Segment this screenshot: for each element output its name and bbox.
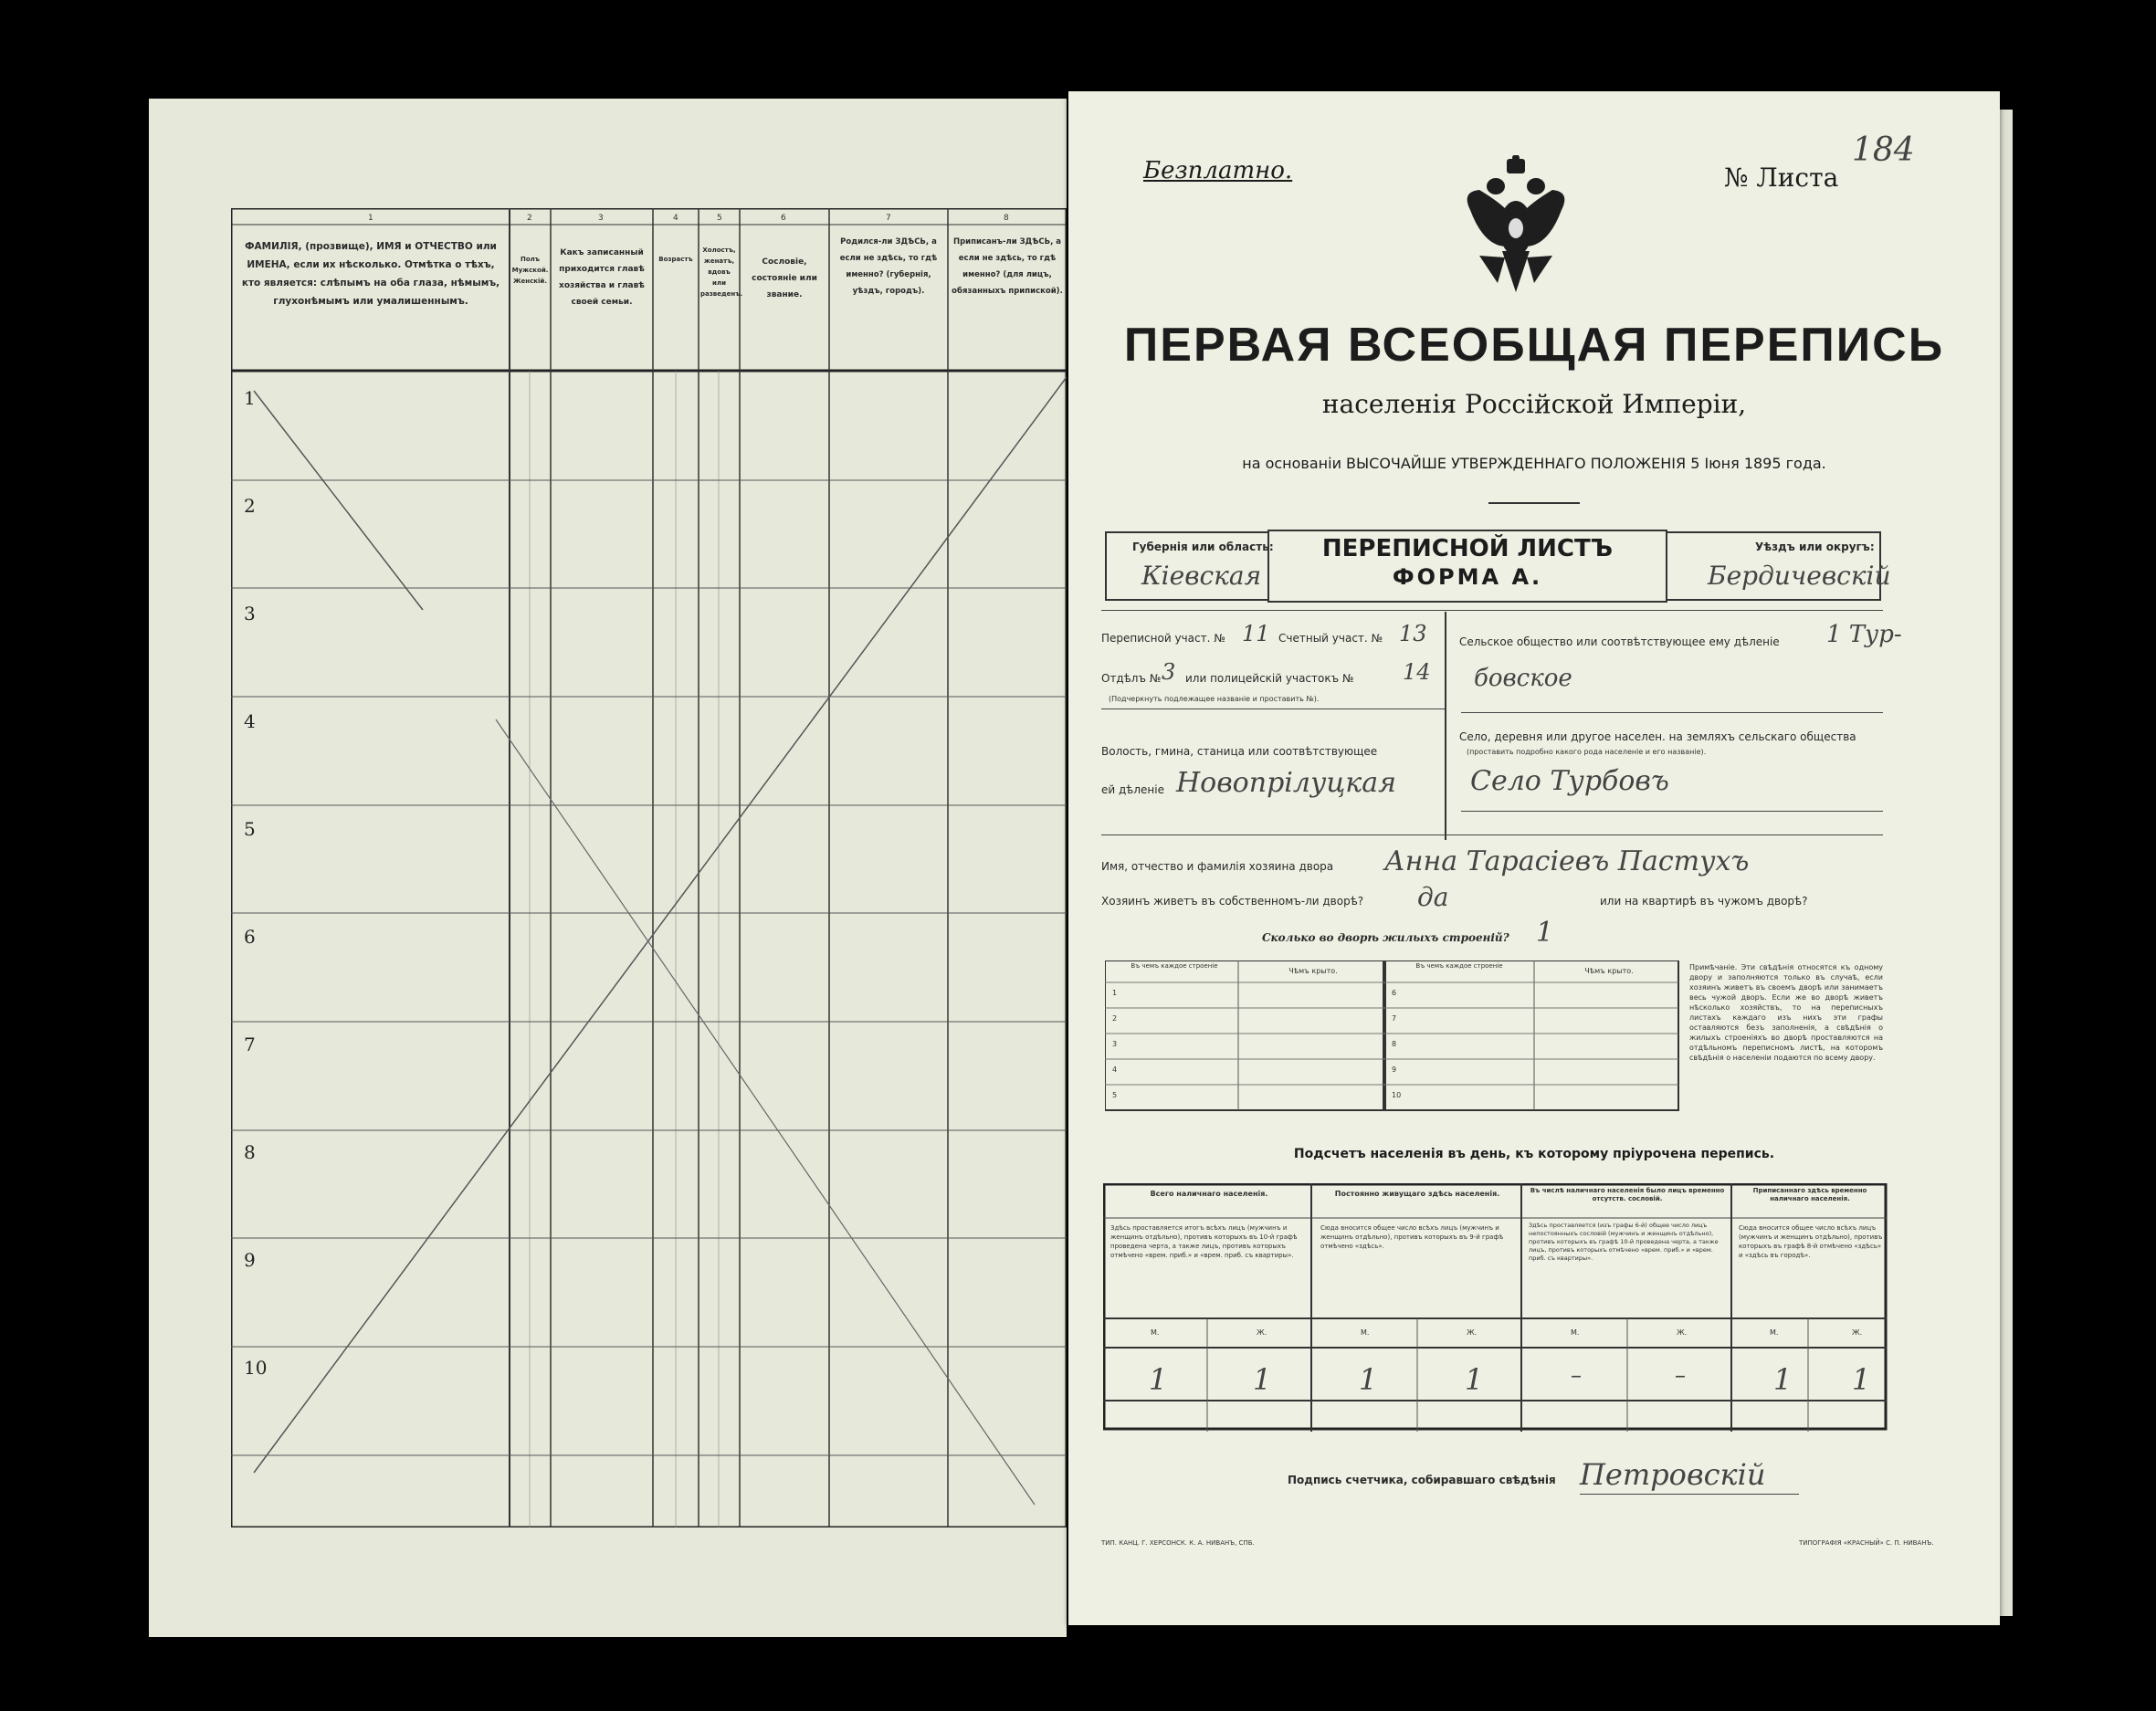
census-section-value: 11 <box>1242 621 1270 646</box>
f-label: Ж. <box>1257 1328 1267 1337</box>
volost-value: Новопрілуцкая <box>1176 767 1396 799</box>
ornament <box>1488 502 1580 504</box>
column-number: 7 <box>886 214 891 223</box>
district-value: Бердичевскій <box>1708 561 1891 591</box>
division-label: Отдѣлъ № <box>1101 672 1162 685</box>
tally-header-3: Въ числѣ наличнаго населенія было лицъ временно отсутств. сословій. <box>1530 1187 1725 1202</box>
building-row-number: 3 <box>1112 1040 1118 1048</box>
tally-header-1: Всего наличнаго населенія. <box>1150 1190 1268 1198</box>
sheet-number: 184 <box>1852 131 1915 169</box>
volost-label-2: ей дѣленіе <box>1101 783 1164 796</box>
header-birthplace: Родился-ли ЗДѢСЬ, а если не здѣсь, то гдѣ именно? (губернія, уѣздъ, городъ). <box>839 237 938 296</box>
owner-value: Анна Тарасіевъ Пастухъ <box>1384 845 1750 877</box>
district-label: Уѣздъ или округъ: <box>1755 541 1875 553</box>
buildings-col-b-2: Чѣмъ крыто. <box>1584 967 1634 975</box>
free-label: Безплатно. <box>1143 157 1293 184</box>
signature-value: Петровскій <box>1580 1457 1766 1492</box>
division-value: 3 <box>1162 659 1176 685</box>
m-label: М. <box>1151 1328 1160 1337</box>
building-row-number: 6 <box>1392 989 1397 997</box>
building-row-number: 9 <box>1392 1065 1397 1074</box>
header-relation: Какъ записанный приходится главѣ хозяйства и главѣ своей семьи. <box>559 248 645 307</box>
building-row-number: 7 <box>1392 1014 1397 1023</box>
rule <box>1461 811 1883 812</box>
signature-line <box>1580 1494 1799 1495</box>
column-number: 6 <box>781 214 786 223</box>
m-label: М. <box>1571 1328 1580 1337</box>
tally-description-1: Здѣсь проставляется итогъ всѣхъ лицъ (мужчинъ и женщинъ отдѣльно), противъ которыхъ въ 10-й графѣ проведена черта, а также лицъ, противъ которыхъ отмѣчено «врем. приб.» и «врем. приб. съ квартиры». <box>1110 1224 1298 1259</box>
tally-value: 1 <box>1253 1362 1272 1397</box>
note-text: Примѣчаніе. Эти свѣдѣнія относятся къ одному двору и заполняются только въ случаѣ, если хозяинъ живетъ въ своемъ дворѣ или занимаетъ весь чужой дворъ. Если же во дворѣ живетъ нѣсколько хозяйствъ, то на переписныхъ листахъ каждаго изъ нихъ эти графы оставляются безъ заполненія, а свѣдѣнія о жилыхъ строеніяхъ во дворѣ проставляются на отдѣльномъ переписномъ листѣ, на которомъ свѣдѣнія о населеніи подаются по всему двору. <box>1689 963 1883 1062</box>
society-label: Сельское общество или соотвѣтствующее ему дѣленіе <box>1459 635 1780 648</box>
rule <box>1101 610 1883 611</box>
tally-value: 1 <box>1465 1362 1484 1397</box>
building-row-number: 4 <box>1112 1065 1118 1074</box>
column-number: 2 <box>527 214 532 223</box>
counting-section-label: Счетный участ. № <box>1278 632 1383 645</box>
page-title: ПЕРВАЯ ВСЕОБЩАЯ ПЕРЕПИСЬ <box>1123 319 1945 372</box>
signature-label: Подпись счетчика, собиравшаго свѣдѣнія <box>1288 1474 1556 1486</box>
row-number: 5 <box>244 818 256 840</box>
tally-header-4: Приписаннаго здѣсь временно наличнаго населенія. <box>1752 1187 1867 1202</box>
province-value: Кіевская <box>1141 561 1262 591</box>
header-name: ФАМИЛІЯ, (прозвище), ИМЯ и ОТЧЕСТВО или ИМЕНА, если их нѣсколько. Отмѣтка о тѣхъ, кто является: слѣпымъ на оба глаза, нѣмымъ, глухонѣмымъ или умалишеннымъ. <box>241 241 500 307</box>
header-age: Возрастъ <box>658 256 693 263</box>
row-number: 6 <box>244 926 256 948</box>
header-registered: Приписанъ-ли ЗДѢСЬ, а если не здѣсь, то гдѣ именно? (для лицъ, обязанныхъ припиской). <box>952 237 1063 296</box>
column-number: 4 <box>673 214 678 223</box>
tally-value: 1 <box>1359 1362 1378 1397</box>
legal-basis: на основаніи ВЫСОЧАЙШЕ УТВЕРЖДЕННАГО ПОЛОЖЕНІЯ 5 Іюня 1895 года. <box>1242 455 1826 472</box>
page-subtitle: населенія Россійской Имперіи, <box>1321 389 1747 419</box>
tally-description-4: Сюда вносится общее число всѣхъ лицъ (мужчинъ и женщинъ отдѣльно), противъ которыхъ въ графѣ 8-й отмѣчено «здѣсь» и «здѣсь въ городѣ». <box>1739 1224 1883 1259</box>
sheet-label: № Листа <box>1724 163 1839 193</box>
left-page <box>149 99 1067 1637</box>
or-rent-label: или на квартирѣ въ чужомъ дворѣ? <box>1600 895 1808 908</box>
province-label: Губернія или область: <box>1132 541 1274 553</box>
section-divider <box>1445 612 1446 840</box>
form-title: ПЕРЕПИСНОЙ ЛИСТЪ <box>1321 535 1614 562</box>
village-value: Село Турбовъ <box>1470 765 1669 797</box>
rule <box>1461 712 1883 713</box>
f-label: Ж. <box>1852 1328 1863 1337</box>
column-number: 3 <box>598 214 604 223</box>
tally-value: 1 <box>1149 1362 1168 1397</box>
census-section-label: Переписной участ. № <box>1101 632 1225 645</box>
society-value-2: бовское <box>1474 665 1572 692</box>
owner-lives-label: Хозяинъ живетъ въ собственномъ-ли дворѣ? <box>1101 895 1364 908</box>
police-label: или полицейскій участокъ № <box>1185 672 1354 685</box>
row-number: 8 <box>244 1141 256 1163</box>
tally-description-2: Сюда вносится общее число всѣхъ лицъ (мужчинъ и женщинъ отдѣльно), противъ которыхъ въ 9-й графѣ отмѣчено «здѣсь». <box>1320 1224 1504 1250</box>
buildings-label: Сколько во дворѣ жилыхъ строеній? <box>1262 931 1509 944</box>
page-edge <box>2000 110 2013 1616</box>
column-number: 8 <box>1004 214 1009 223</box>
tally-description-3: Здѣсь проставляется (изъ графы 6-й) общее число лицъ непостоянныхъ сословій (мужчинъ и женщинъ отдѣльно), противъ которыхъ въ графѣ 10-й проведена черта, а также лицъ, противъ которыхъ отмѣчено «врем. приб.» и «врем. приб. съ квартиры». <box>1529 1222 1719 1262</box>
row-number: 10 <box>244 1357 268 1379</box>
building-row-number: 2 <box>1112 1014 1118 1023</box>
f-label: Ж. <box>1467 1328 1478 1337</box>
table-grid <box>231 208 1067 1527</box>
building-row-number: 1 <box>1112 989 1118 997</box>
row-number: 7 <box>244 1034 256 1055</box>
village-label: Село, деревня или другое населен. на земляхъ сельскаго общества <box>1459 730 1856 743</box>
double-headed-eagle-icon <box>1452 155 1580 299</box>
row-number: 9 <box>244 1249 256 1271</box>
underline-note: (Подчеркнуть подлежащее названіе и проставить №). <box>1109 695 1320 703</box>
f-label: Ж. <box>1677 1328 1688 1337</box>
owner-label: Имя, отчество и фамилія хозяина двора <box>1101 860 1334 873</box>
tally-header-2: Постоянно живущаго здѣсь населенія. <box>1334 1190 1500 1198</box>
tally-title: Подсчетъ населенія въ день, къ которому пріурочена перепись. <box>1293 1147 1775 1161</box>
row-number: 1 <box>244 387 256 409</box>
header-estate: Сословіе, состояніе или звание. <box>752 257 817 299</box>
building-row-number: 8 <box>1392 1040 1397 1048</box>
buildings-col-b: Чѣмъ крыто. <box>1288 967 1338 975</box>
column-number: 1 <box>368 214 373 223</box>
tally-value: 1 <box>1852 1362 1871 1397</box>
m-label: М. <box>1361 1328 1370 1337</box>
tally-table <box>1103 1183 1888 1432</box>
m-label: М. <box>1770 1328 1779 1337</box>
building-row-number: 10 <box>1392 1091 1402 1099</box>
row-number: 3 <box>244 603 256 625</box>
buildings-col-a-2: Въ чемъ каждое строеніе <box>1415 962 1503 970</box>
building-row-number: 5 <box>1112 1091 1118 1099</box>
header-marital: Холостъ, женатъ, вдовъ или разведенъ. <box>700 247 743 298</box>
volost-label: Волость, гмина, станица или соотвѣтствующее <box>1101 745 1378 758</box>
right-page <box>1068 91 2000 1625</box>
counting-section-value: 13 <box>1399 621 1427 646</box>
society-value-1: 1 Тур- <box>1826 621 1902 648</box>
household-members-table <box>231 208 1067 1527</box>
police-value: 14 <box>1403 659 1431 685</box>
form-subtitle: ФОРМА А. <box>1392 564 1543 590</box>
buildings-col-a: Въ чемъ каждое строеніе <box>1131 962 1218 970</box>
footer-printer-right: ТИПОГРАФІЯ «КРАСНЫЙ» С. П. НИВАНЪ. <box>1799 1539 1934 1547</box>
header-sex: Полъ Мужской. Женскій. <box>511 256 549 285</box>
buildings-value: 1 <box>1536 917 1554 949</box>
tally-value: – <box>1675 1362 1686 1388</box>
tally-value: 1 <box>1773 1362 1793 1397</box>
village-note: (проставить подробно какого рода населеніе и его названіе). <box>1467 748 1707 756</box>
column-number: 5 <box>717 214 722 223</box>
row-number: 4 <box>244 710 256 732</box>
row-number: 2 <box>244 495 256 517</box>
tally-value: – <box>1571 1362 1582 1388</box>
footer-printer-left: ТИП. КАНЦ. Г. ХЕРСОНСК. К. А. НИВАНЪ, СПБ. <box>1101 1539 1255 1547</box>
owner-lives-value: да <box>1417 882 1449 912</box>
